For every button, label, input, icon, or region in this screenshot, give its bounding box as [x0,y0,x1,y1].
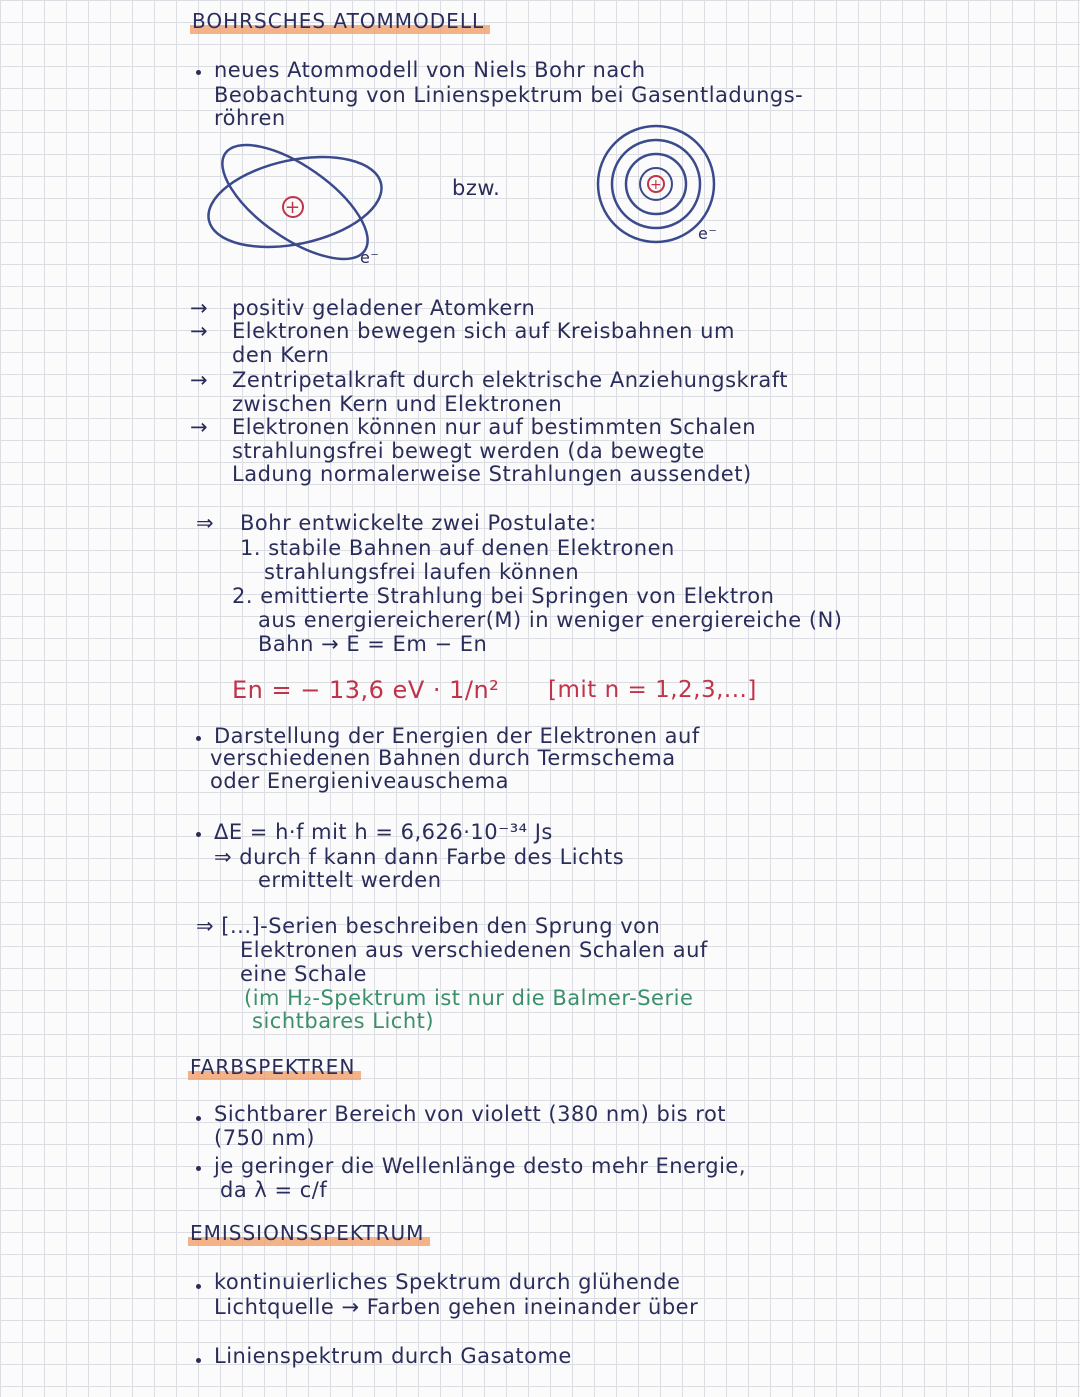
intro-line-3: röhren [214,106,286,130]
representation-line-3: oder Energieniveauschema [210,769,509,793]
electron-label-left: e⁻ [360,248,380,267]
intro-line-1: neues Atommodell von Niels Bohr nach [214,58,646,82]
photon-energy-formula: ΔE = h·f mit h = 6,626·10⁻³⁴ Js [214,820,553,844]
postulate-2-line-1: 2. emittierte Strahlung bei Springen von Elektron [232,584,775,608]
nucleus-plus-right: + [650,177,663,193]
continuous-spectrum-line-2: Lichtquelle → Farben gehen ineinander über [214,1295,699,1319]
arrow-line-3: den Kern [232,343,330,367]
arrow-line-6: Elektronen können nur auf bestimmten Schalen [232,415,757,439]
energy-level-note: [mit n = 1,2,3,...] [548,677,757,703]
series-line-1: ⇒ [...]-Serien beschreiben den Sprung von [196,914,661,938]
arrow-line-4: Zentripetalkraft durch elektrische Anziehungskraft [232,368,788,392]
intro-line-2: Beobachtung von Linienspektrum bei Gasentladungs- [214,83,804,107]
bullet-dot [196,1166,201,1171]
continuous-spectrum-line-1: kontinuierliches Spektrum durch glühende [214,1270,681,1294]
series-note-line-1: (im H₂-Spektrum ist nur die Balmer-Serie [244,986,694,1010]
wavelength-energy-line-2: da λ = c/f [220,1178,328,1202]
representation-line-1: Darstellung der Energien der Elektronen auf [214,724,700,748]
arrow-line-8: Ladung normalerweise Strahlungen aussendet) [232,462,752,486]
nucleus-plus-left: + [285,197,301,218]
series-line-2: Elektronen aus verschiedenen Schalen auf [240,938,708,962]
concentric-shell-diagram [590,126,740,250]
visible-range-line-1: Sichtbarer Bereich von violett (380 nm) bis rot [214,1102,727,1126]
postulate-2-line-3: Bahn → E = Em − En [258,632,488,656]
postulate-2-line-2: aus energiereicherer(M) in weniger energiereiche (N) [258,608,843,632]
arrow-bullet: → [190,296,209,320]
arrow-line-5: zwischen Kern und Elektronen [232,392,563,416]
heading-bohr-model: BOHRSCHES ATOMMODELL [190,10,490,32]
bullet-dot [196,1284,201,1289]
postulate-1-line-2: strahlungsfrei laufen können [264,560,580,584]
bullet-dot [196,1358,201,1363]
arrow-line-1: positiv geladener Atomkern [232,296,536,320]
postulate-intro: Bohr entwickelte zwei Postulate: [240,511,597,535]
energy-level-formula: En = − 13,6 eV · 1/n² [232,676,500,704]
wavelength-energy-line-1: je geringer die Wellenlänge desto mehr Energie, [214,1154,747,1178]
representation-line-2: verschiedenen Bahnen durch Termschema [210,746,676,770]
arrow-bullet: → [190,415,209,439]
bullet-dot [196,1116,201,1121]
bzw-label: bzw. [452,176,501,200]
heading-color-spectra: FARBSPEKTREN [188,1056,361,1078]
photon-energy-line-2: ⇒ durch f kann dann Farbe des Lichts [214,845,625,869]
arrow-bullet: → [190,368,209,392]
arrow-line-2: Elektronen bewegen sich auf Kreisbahnen um [232,319,735,343]
bullet-dot [196,736,201,741]
arrow-line-7: strahlungsfrei bewegt werden (da bewegte [232,439,705,463]
bullet-dot [196,832,201,837]
heading-emission-spectrum: EMISSIONSSPEKTRUM [188,1222,430,1244]
series-note-line-2: sichtbares Licht) [252,1009,435,1033]
arrow-bullet: → [190,319,209,343]
electron-label-right: e⁻ [698,224,718,243]
line-spectrum-line: Linienspektrum durch Gasatome [214,1344,572,1368]
series-line-3: eine Schale [240,962,367,986]
visible-range-line-2: (750 nm) [214,1126,315,1150]
bullet-dot [196,70,201,75]
postulate-1-line-1: 1. stabile Bahnen auf denen Elektronen [240,536,675,560]
photon-energy-line-3: ermittelt werden [258,868,442,892]
double-arrow-bullet: ⇒ [196,511,215,535]
